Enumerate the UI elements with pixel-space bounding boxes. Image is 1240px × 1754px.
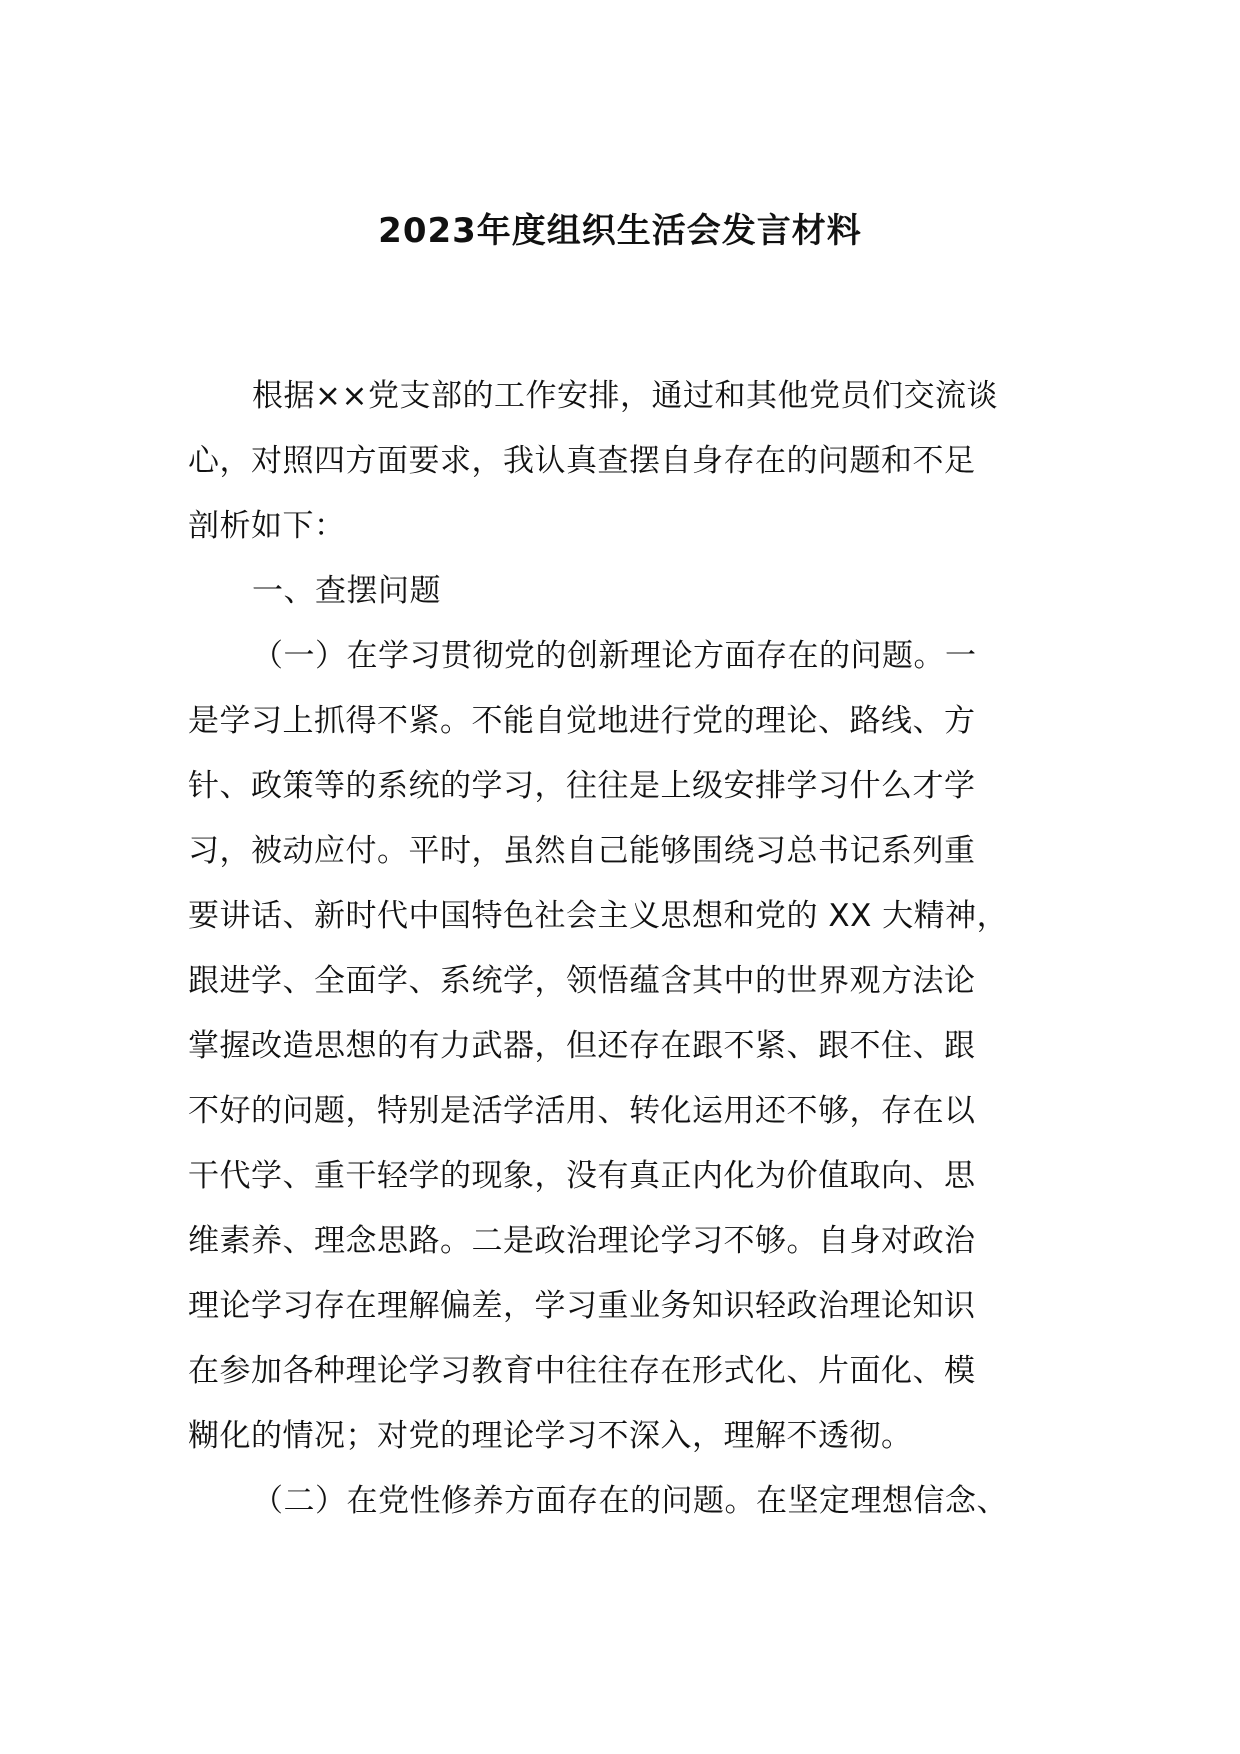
paragraph-line: 干代学、重干轻学的现象，没有真正内化为价值取向、思 — [188, 1158, 976, 1194]
paragraph-line: 掌握改造思想的有力武器，但还存在跟不紧、跟不住、跟 — [188, 1028, 976, 1064]
paragraph-line: 是学习上抓得不紧。不能自觉地进行党的理论、路线、方 — [188, 703, 976, 739]
document-title: 2023年度组织生活会发言材料 — [378, 211, 862, 251]
paragraph-line: 不好的问题，特别是活学活用、转化运用还不够，存在以 — [188, 1093, 976, 1129]
paragraph-line: 针、政策等的系统的学习，往往是上级安排学习什么才学 — [188, 768, 976, 804]
section-heading: 一、查摆问题 — [252, 573, 441, 609]
paragraph-line: （二）在党性修养方面存在的问题。在坚定理想信念、 — [252, 1483, 1008, 1519]
paragraph-line: 剖析如下： — [188, 508, 346, 544]
paragraph-line: 理论学习存在理解偏差，学习重业务知识轻政治理论知识 — [188, 1288, 976, 1324]
paragraph-line: 习，被动应付。平时，虽然自己能够围绕习总书记系列重 — [188, 833, 976, 869]
paragraph-line: 糊化的情况；对党的理论学习不深入，理解不透彻。 — [188, 1418, 913, 1454]
paragraph-line: 在参加各种理论学习教育中往往存在形式化、片面化、模 — [188, 1353, 976, 1389]
paragraph-line: 跟进学、全面学、系统学，领悟蕴含其中的世界观方法论 — [188, 963, 976, 999]
paragraph-line: 要讲话、新时代中国特色社会主义思想和党的 XX 大精神， — [188, 898, 1009, 934]
paragraph-line: （一）在学习贯彻党的创新理论方面存在的问题。一 — [252, 638, 977, 674]
document-body — [188, 364, 1068, 1534]
paragraph-line: 根据××党支部的工作安排，通过和其他党员们交流谈 — [252, 378, 998, 414]
paragraph-line: 维素养、理念思路。二是政治理论学习不够。自身对政治 — [188, 1223, 976, 1259]
paragraph-line: 心，对照四方面要求，我认真查摆自身存在的问题和不足 — [188, 443, 976, 479]
